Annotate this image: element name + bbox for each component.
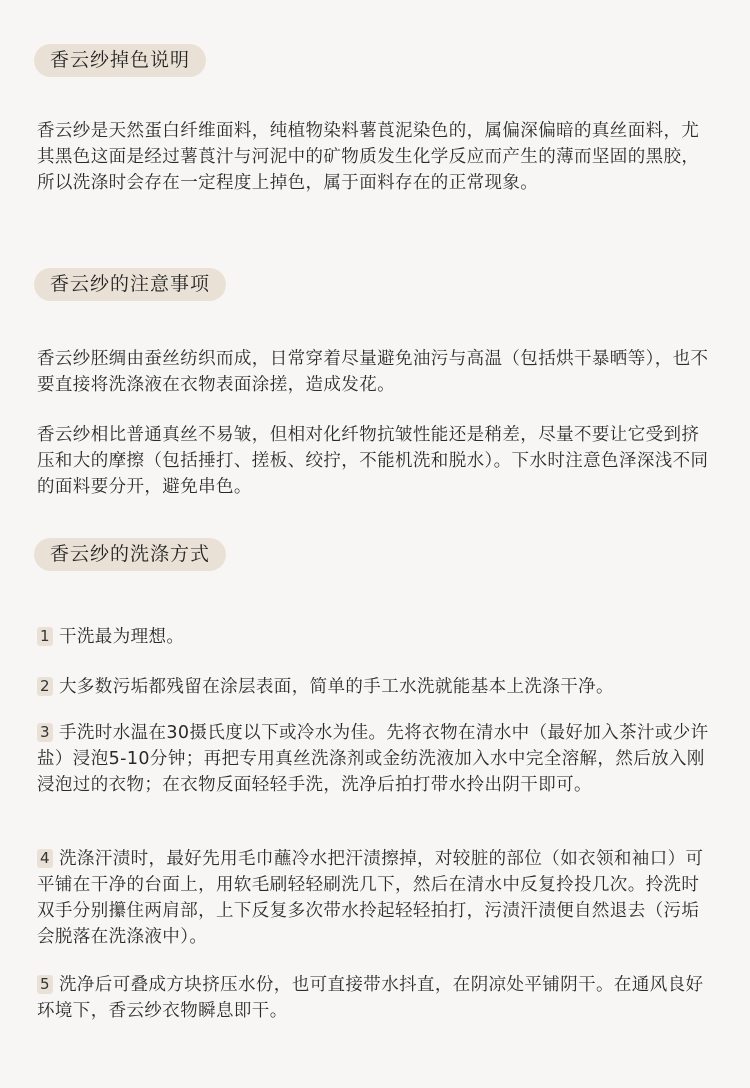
step-number-badge: 3 <box>37 723 53 742</box>
step-number-badge: 2 <box>37 677 53 696</box>
step-text: 洗涤汗渍时，最好先用毛巾蘸冷水把汗渍擦掉，对较脏的部位（如衣领和袖口）可平铺在干净的台面上，用软毛刷轻轻刷洗几下，然后在清水中反复拎投几次。拎洗时双手分别攥住两肩部，上下反复多次带水拎起轻轻拍打，污渍汗渍便自然退去（污垢会脱落在洗涤液中）。 <box>37 849 704 947</box>
step-5 <box>37 972 717 1024</box>
step-number-badge: 1 <box>37 627 53 646</box>
section-title-washing: 香云纱的洗涤方式 <box>34 538 226 571</box>
paragraph-precautions-1: 香云纱胚绸由蚕丝纺织而成，日常穿着尽量避免油污与高温（包括烘干暴晒等），也不要直接将洗涤液在衣物表面涂搓，造成发花。 <box>37 349 709 395</box>
step-text: 大多数污垢都残留在涂层表面，简单的手工水洗就能基本上洗涤干净。 <box>59 677 614 697</box>
step-number-badge: 4 <box>37 849 53 868</box>
step-text: 洗净后可叠成方块挤压水份，也可直接带水抖直，在阴凉处平铺阴干。在通风良好环境下，香云纱衣物瞬息即干。 <box>37 975 704 1021</box>
paragraph-fading: 香云纱是天然蛋白纤维面料，纯植物染料薯莨泥染色的，属偏深偏暗的真丝面料，尤其黑色这面是经过薯莨汁与河泥中的矿物质发生化学反应而产生的薄而坚固的黑胶，所以洗涤时会存在一定程度上掉色，属于面料存在的正常现象。 <box>37 121 700 193</box>
step-2 <box>37 674 717 700</box>
step-3 <box>37 720 717 798</box>
step-1 <box>37 624 717 650</box>
step-text: 手洗时水温在30摄氏度以下或冷水为佳。先将衣物在清水中（最好加入茶汁或少许盐）浸泡5-10分钟；再把专用真丝洗涤剂或金纺洗液加入水中完全溶解，然后放入刚浸泡过的衣物；在衣物反面轻轻手洗，洗净后拍打带水拎出阴干即可。 <box>37 723 709 795</box>
section-title-precautions: 香云纱的注意事项 <box>34 268 226 301</box>
step-number-badge: 5 <box>37 975 53 994</box>
step-text: 干洗最为理想。 <box>59 627 185 647</box>
step-4 <box>37 846 717 950</box>
paragraph-precautions-2: 香云纱相比普通真丝不易皱，但相对化纤物抗皱性能还是稍差，尽量不要让它受到挤压和大的摩擦（包括捶打、搓板、绞拧，不能机洗和脱水）。下水时注意色泽深浅不同的面料要分开，避免串色。 <box>37 425 709 497</box>
section-title-fading: 香云纱掉色说明 <box>34 44 206 77</box>
